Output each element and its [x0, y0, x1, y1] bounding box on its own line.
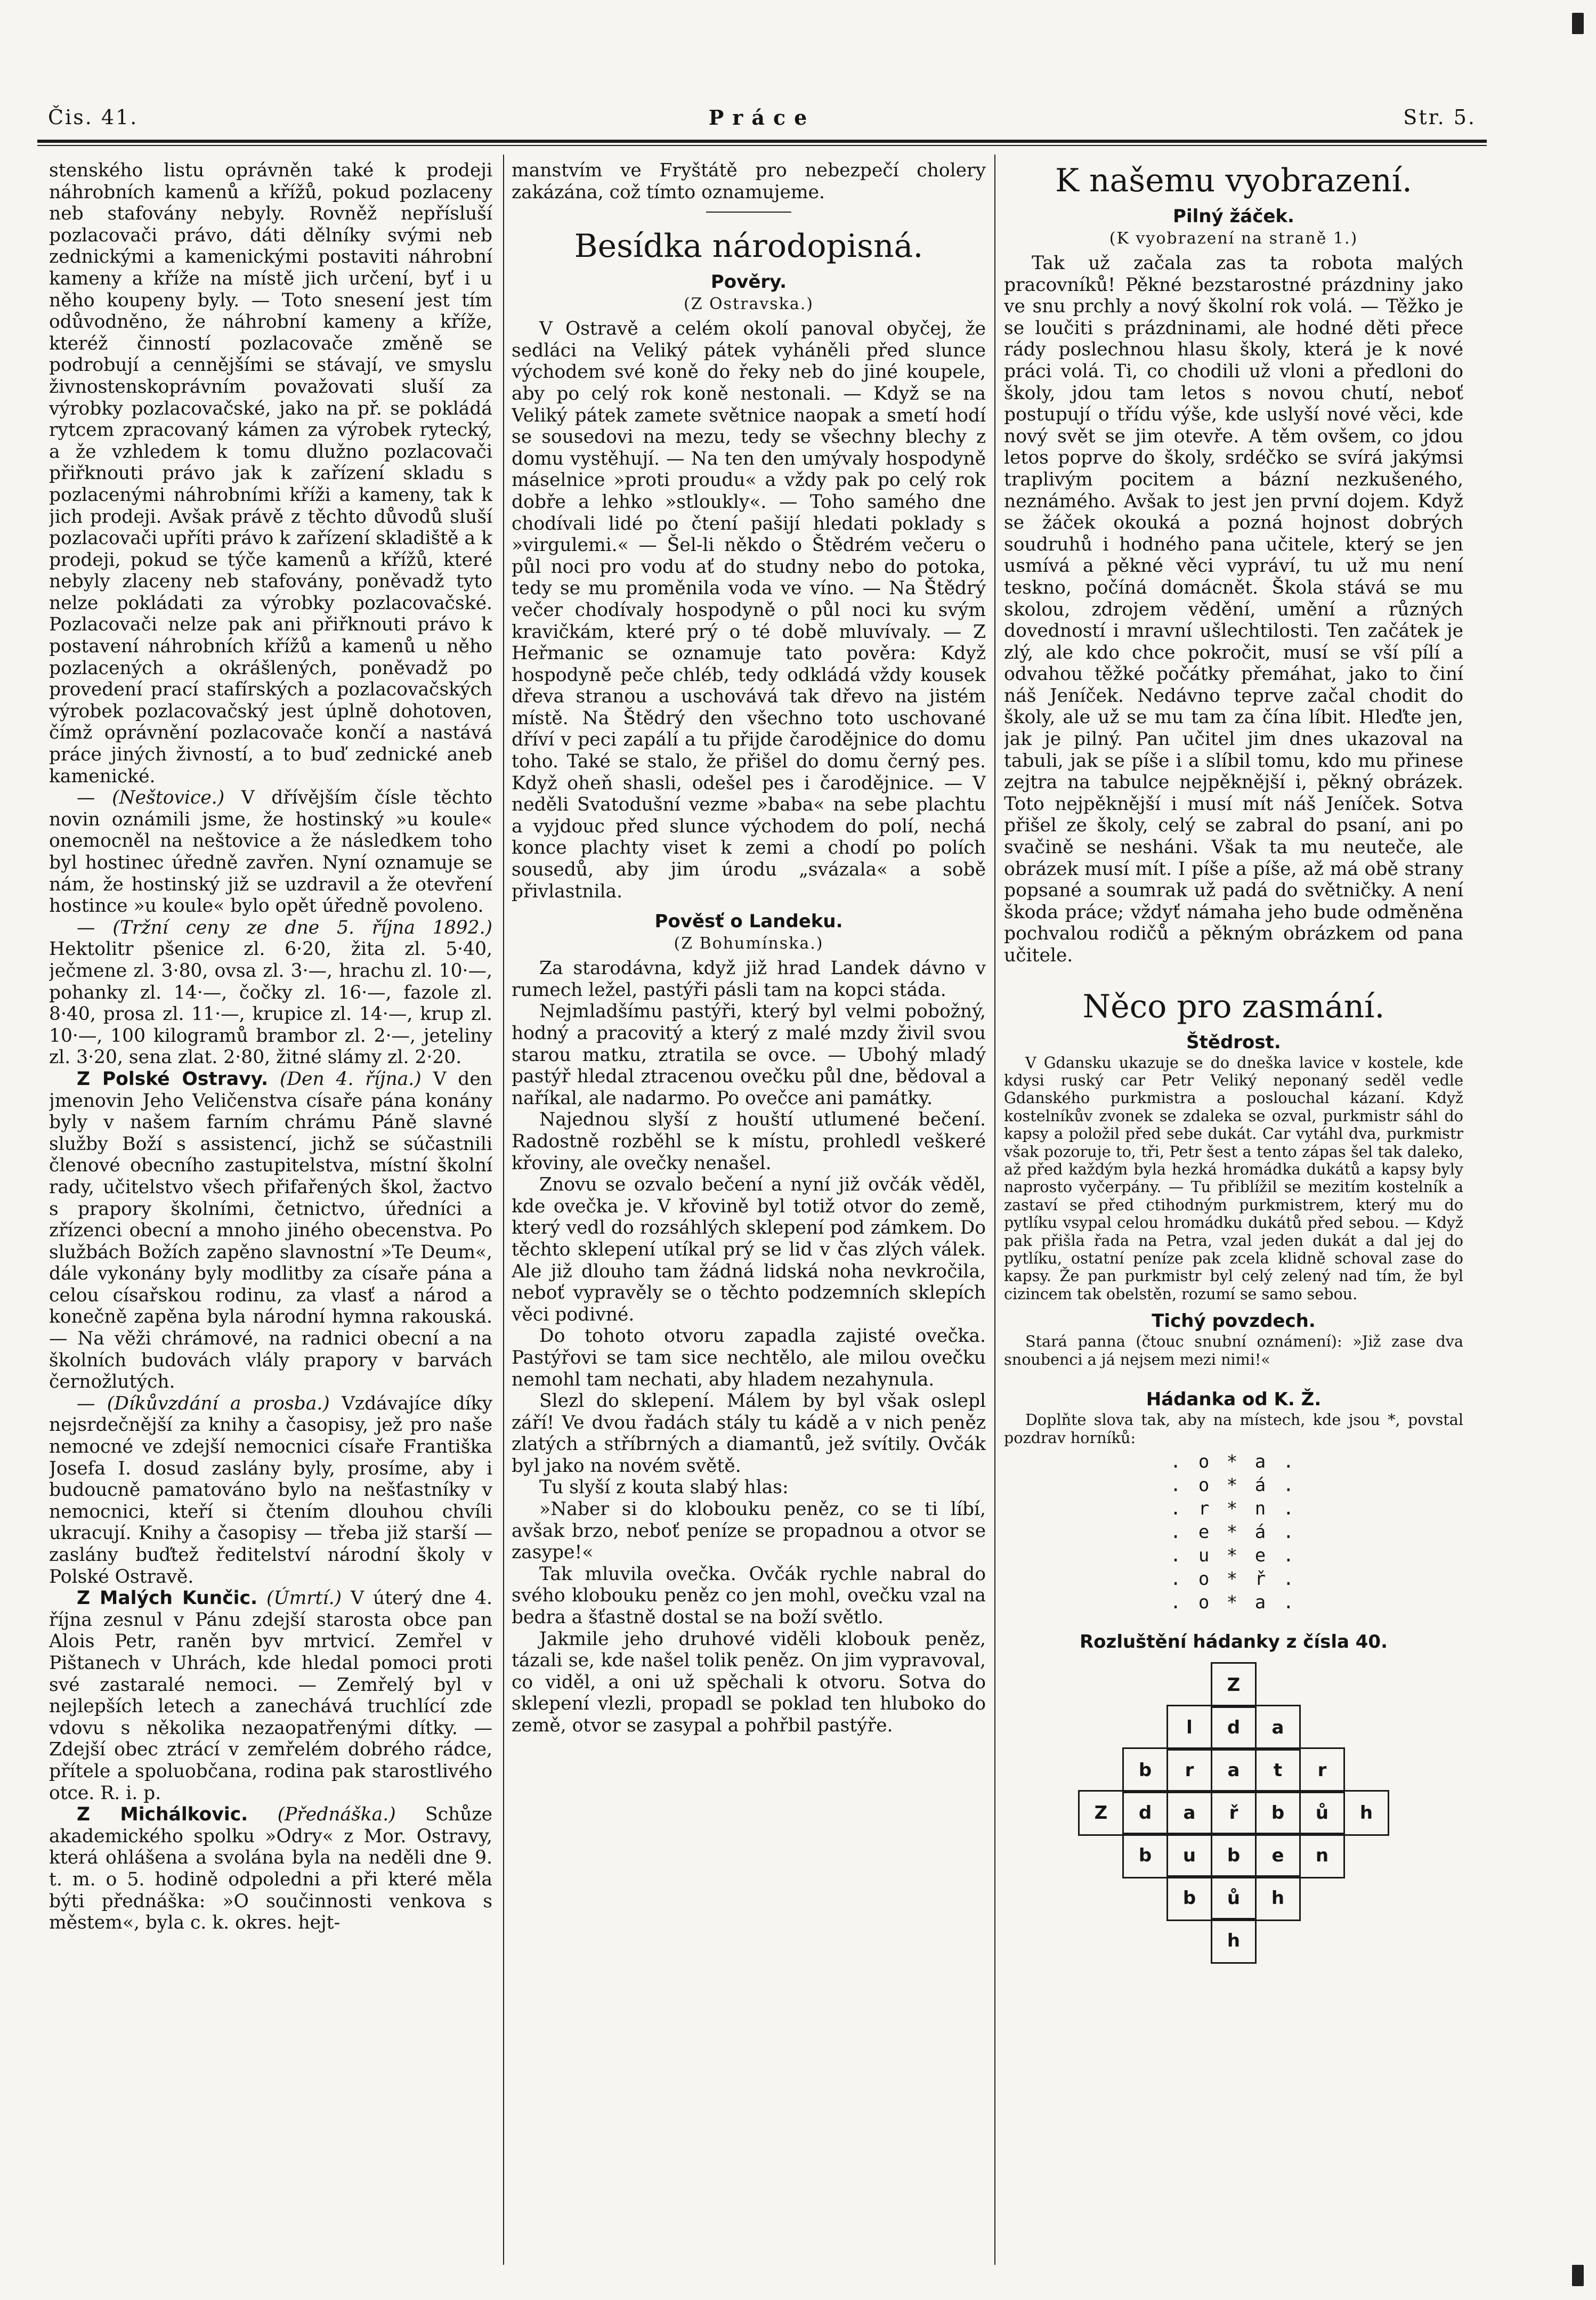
section-title: Besídka národopisná. [574, 228, 923, 265]
article-title: Tichý povzdech. [1152, 1310, 1316, 1332]
riddle-line: . o * ř . [1170, 1568, 1298, 1590]
anecdote [1004, 1333, 1463, 1368]
article-paragraph: Najednou slyší z houští utlumené bečení. Radostně rozběhl se k místu, prohledl veškeré křoviny, ale ovečky nenašel. [512, 1109, 986, 1174]
grid-cell: Z [1211, 1662, 1257, 1708]
news-item-polska-ostrava [49, 1068, 492, 1393]
news-text: Vzdávajíce díky nejsrdečnější za knihy a časopisy, jež pro naše nemocné ve zdejší nemocnici císaře Františka Josefa I. dosud zaslány byly, prosíme, aby i budoucně pamatováno bylo na nešťastníky v nemocnici, kteří si čtením dlouhou chvíli ukracují. Knihy a časopisy — třeba již starší — zaslány buďtež ředitelství národní školy v Polské Ostravě. [49, 1392, 492, 1588]
grid-cell: n [1299, 1833, 1345, 1878]
column-right [1004, 160, 1463, 2286]
grid-cell: b [1211, 1833, 1257, 1878]
page-header [48, 106, 1476, 135]
article-paragraph: Tak mluvila ovečka. Ovčák rychle nabral do svého klobouku peněz co jen mohl, ovečku vzal na bedra a šťastně dostal se na boží světlo. [512, 1563, 986, 1629]
riddle-line: . o * a . [1170, 1591, 1298, 1613]
grid-cell: r [1166, 1747, 1212, 1793]
article-title: Pověsť o Landeku. [654, 911, 843, 933]
riddle-line: . o * a . [1170, 1451, 1298, 1472]
riddle-instructions [1004, 1411, 1463, 1447]
news-item-michalkovice [49, 1804, 492, 1934]
article-paragraph: V Gdansku ukazuje se do dneška lavice v kostele, kde kdysi ruský car Petr Veliký neponaný seděl vedle Gdanského purkmistra a poslouchal kázaní. Když kostelníkův zvonek se zdaleka se ozval, purkmistr sáhl do kapsy a položil před sebe dukát. Car vytáhl dva, purkmistr však pozoruje to, tři, Petr šest a tento zápas šel tak daleko, až před každým byla hezká hromádka dukátů a kapsy byly naprosto vyčerpány. — Tu přiblížil se mezitím kostelník a zastaví se před ctihodným purkmistrem, který mu do pytlíku vsypal celou hromádku dukátů před sebou. — Když pak přišla řada na Petra, vzal jeden dukát a dal jej do pytlíku, ostatní peníze pak zcela klidně schoval zase do kapsy. Že pan purkmistr byl celý zelený nad tím, že byl cizincem tak obelstěn, rozumí se samo sebou. [1004, 1053, 1463, 1303]
grid-cell: h [1343, 1790, 1389, 1836]
grid-cell: b [1255, 1790, 1301, 1836]
article-paragraph: Nejmladšímu pastýři, který byl velmi pobožný, hodný a pracovitý a který z malé mzdy živil svou starou matku, ztratila se ovce. — Ubohý mladý pastýř hledal ztracenou ovečku půl dne, bědoval a naříkal, ale nadarmo. Po ovečce ani památky. [512, 1001, 986, 1109]
solution-grid [1095, 1662, 1372, 1961]
news-item-male-kuncice [49, 1588, 492, 1804]
article-title: Štědrost. [1186, 1031, 1281, 1053]
news-label: (Tržní ceny ze dne 5. října 1892.) [112, 917, 492, 938]
article-source: (Z Bohumínska.) [674, 934, 824, 953]
page-number: Str. 5. [1403, 106, 1476, 129]
scan-mark [1572, 2265, 1584, 2286]
news-heading: Z Malých Kunčic. [77, 1588, 258, 1609]
riddle-line: . o * á . [1170, 1474, 1298, 1496]
solution-title: Rozluštění hádanky z čísla 40. [1079, 1631, 1388, 1653]
column-separator-1 [503, 155, 504, 2265]
news-text: Schůze akademického spolku »Odry« z Mor. Ostravy, která ohlášena a svolána byla na neděli dne 9. t. m. o 5. hodině odpoledni a při které měla býti přednáška: »O součinnosti venkova s městem«, byla c. k. okres. hejt- [49, 1804, 492, 1934]
riddle-line: . r * n . [1170, 1497, 1298, 1519]
grid-cell: a [1211, 1747, 1257, 1793]
article-paragraph: Za starodávna, když již hrad Landek dávno v rumech ležel, pastýři pásli tam na kopci stáda. [512, 958, 986, 1001]
article-paragraph: V Ostravě a celém okolí panoval obyčej, že sedláci na Veliký pátek vyháněli před slunce východem své koně do řeky neb do jiné koupele, aby po celý rok koně nestonali. — Když se na Veliký pátek zamete světnice naopak a smetí hodí se sousedovi na mezu, tedy se všechny blechy z domu vystěhují. — Na ten den umývaly hospodyně máselnice »proti proudu« a vždy pak po celý rok dobře a lehko »stloukly«. — Toho samého dne chodívali lidé po čtení pašijí hledati poklady s »virgulemi.« — Šel-li někdo o Štědrém večeru o půl noci pro vodu ať do studny nebo do potoka, tedy se mu proměnila voda ve víno. — Na Štědrý večer chodívaly hospodyně o půl noci ku svým kravičkám, které prý o té době mluvívaly. — Z Heřmanic se oznamuje tato pověra: Když hospodyně peče chléb, tedy odkládá vždy kousek dřeva stranou a uschovává tak dřevo na jistém místě. Na Štědrý den všechno toto uschované dříví v peci zapálí a tu přijde čarodějnice do domu toho. Také se stalo, že přišel do domu černý pes. Když oheň shasli, odešel pes i čarodějnice. — V neděli Svatodušní vezme »baba« na sebe plachtu a vyjdouc před slunce východem do polí, nechá konce plachty viset k zemi a chodí po polích sousedů, aby jim úrodu „svázala« a sobě přivlastnila. [512, 318, 986, 902]
article-title: Pověry. [710, 271, 787, 293]
section-title: Něco pro zasmání. [1082, 987, 1385, 1025]
article-paragraph: Tu slyší z kouta slabý hlas: [539, 1477, 789, 1499]
grid-cell: e [1255, 1833, 1301, 1878]
header-rule-thin [37, 145, 1487, 146]
issue-number: Čis. 41. [48, 106, 139, 129]
grid-cell: b [1122, 1747, 1168, 1793]
grid-cell: h [1255, 1875, 1301, 1921]
grid-cell: Z [1078, 1790, 1124, 1836]
column-middle [512, 160, 986, 2286]
section-divider [706, 212, 791, 213]
riddle-title: Hádanka od K. Ž. [1146, 1389, 1322, 1411]
article-continuation: stenského listu oprávněn také k prodeji náhrobních kamenů a křížů, pokud pozlaceny neb stafovány nebyly. Rovněž nepřísluší pozlacovači právo, dáti dělníky svými neb zednickými a kamenickými postaviti náhrobní kameny a kříže na místě jich určení, byť i u něho koupeny byly. — Toto snesení jest tím odůvodněno, že náhrobní kameny a kříže, kteréž činností pozlacovače změně se podrobují a cennějšími se stávají, ve smyslu živnostenskoprávním považovati sluší za výrobky pozlacovačské, jako na př. se pokládá rytcem zpracovaný kámen za výrobek rytecký, a že vzhledem k tomu dlužno pozlacovači přiřknouti právo jak k zařízení skladu s pozlacenými náhrobními kříži a kameny, tak k jich prodeji. Avšak právě z těchto důvodů sluší pozlacovači upříti právo k zařízení skladiště a k prodeji, pokud se týče kamenů a křížů, které nebyly zlaceny neb stafovány, poněvadž tyto nelze pokládati za výrobky pozlacovačské. Pozlacovači nelze pak ani přiřknouti právo k postavení náhrobních křížů a kamenů u něho pozlacených a okrášlených, poněvadž po provedení prací stafírských a pozlacovačských výrobek pozlacovačský jest úplně dohotoven, čímž oprávnění pozlacovače končí a nastává práce jiných živností, a to buď zednické aneb kamenické. [49, 160, 492, 787]
scan-mark [1572, 13, 1584, 34]
news-heading: Z Polské Ostravy. [77, 1068, 269, 1090]
news-label: (Díkůvzdání a prosba.) [107, 1392, 330, 1414]
grid-cell: d [1122, 1790, 1168, 1836]
article-paragraph: Doplňte slova tak, aby na místech, kde jsou *, povstal pozdrav horníků: [1004, 1411, 1463, 1447]
grid-cell: ů [1211, 1875, 1257, 1921]
riddle-line: . e * á . [1170, 1521, 1298, 1543]
article-paragraph: Tak už začala zas ta robota malých pracovníků! Pěkné bezstarostné prázdniny jako ve snu prchly a nový školní rok volá. — Těžko je se loučiti s prázdninami, ale hodné děti přece rády poslechnou hlasu školy, která je k nové práci volá. Ti, co chodili už vloni a předloni do školy, jdou tam letos s novou chutí, neboť postupují o třídu výše, kde uslyší nové věci, kde nový svět se jim otevře. A těm ovšem, co jdou letos poprve do školy, srdéčko se svírá jakýmsi traplivým pocitem a bázní nezkušeného, neznámého. Avšak to jest jen první dojem. Když se žáček okouká a pozná hojnost dobrých soudruhů i hodného pana učitele, který se jen usmívá a pěkné věci vypráví, tu už mu není teskno, počíná domácnět. Škola stává se mu skolou, zdrojem vědění, umění a různých dovedností i mravní ušlechtilosti. Ten začátek je zlý, ale kdo chce pokročit, musí se vší pílí a odvahou těžké počátky přemáhat, jako to činí náš Jeníček. Nedávno teprve začal chodit do školy, ale už se mu tam za čína líbit. Hleďte jen, jak je pilný. Pan učitel jim dnes ukazoval na tabuli, jak se píše i a slíbil tomu, kdo mu přinese zejtra na tabulce nejpěknější i, pěkný obrázek. Toto nejpěknější i musí mít náš Jeníček. Sotva přišel ze školy, celý se zabral do psaní, ani po svačině se nesháni. Však ta mu neuteče, ale obrázek musí mít. I píše a píše, až má obě strany popsané a soumrak už padá do světničky. A není škoda práce; vždyť námaha jeho bude odměněna pochvalou rodičů a pěkným obrázkem od pana učitele. [1004, 253, 1463, 966]
grid-cell: a [1166, 1790, 1212, 1836]
header-rule [37, 140, 1487, 143]
article-paragraph: Stará panna (čtouc snubní oznámení): »Již zase dva snoubenci a já nejsem mezi nimi!« [1004, 1332, 1463, 1368]
grid-cell: l [1166, 1705, 1212, 1751]
article-paragraph: »Naber si do klobouku peněz, co se ti líbí, avšak brzo, neboť peníze se propadnou a otvor se zasype!« [512, 1499, 986, 1564]
news-label: (Den 4. října.) [279, 1068, 422, 1090]
news-heading: Z Michálkovic. [77, 1804, 248, 1826]
grid-cell: ů [1299, 1790, 1345, 1836]
article-source: (Z Ostravska.) [683, 295, 814, 314]
article-title: Pilný žáček. [1173, 206, 1294, 227]
news-item-nestovice: — (Neštovice.) V dřívějším čísle těchto novin oznámili jsme, že hostinský »u koule« onemocněl na neštovice a že následkem toho byl hostinec úředně zavřen. Nyní oznamuje se nám, že hostinský již se uzdravil a že otevření hostince »u koule« bylo opět úředně povoleno. [49, 787, 492, 917]
news-text: Hektolitr pšenice zl. 6·20, žita zl. 5·40, ječmene zl. 3·80, ovsa zl. 3·—, hrachu zl. 10·—, pohanky zl. 14·—, čočky zl. 16·—, fazole zl. 8·40, prosa zl. 11·—, krupice zl. 14·—, krup zl. 10·—, 100 kilogramů brambor zl. 2·—, jeteliny zl. 3·20, sena zlat. 2·80, žitné slámy zl. 2·20. [49, 938, 492, 1068]
grid-cell: d [1211, 1705, 1257, 1751]
grid-cell: u [1166, 1833, 1212, 1878]
article-continuation: manstvím ve Fryštátě pro nebezpečí cholery zakázána, což tímto oznamujeme. [512, 160, 986, 203]
article-paragraph: Jakmile jeho druhové viděli klobouk peněz, tázali se, kde našel tolik peněz. On jim vypravoval, co viděl, a oni už spěchali k otvoru. Sotva do sklepení vlezli, propadl se poklad ten hluboko do země, otvor se zasypal a pohřbil pastýře. [512, 1628, 986, 1736]
news-label: (Úmrtí.) [266, 1588, 342, 1609]
grid-cell: ř [1211, 1790, 1257, 1836]
grid-cell: r [1299, 1747, 1345, 1793]
newspaper-title: Práce [708, 106, 816, 129]
grid-cell: a [1255, 1705, 1301, 1751]
grid-cell: t [1255, 1747, 1301, 1793]
article-paragraph: Slezl do sklepení. Málem by byl však oslepl září! Ve dvou řadách stály tu kádě a v nich peněz zlatých a stříbrných a diamantů, jež svítily. Ovčák byl jako na novém světě. [512, 1390, 986, 1477]
news-text: V úterý dne 4. října zesnul v Pánu zdejší starosta obce pan Alois Petr, raněn byv mrtvicí. Zemřel v Pištanech v Uhrách, kde hledal pomoci proti své zastaralé nemoci. — Zemřelý byl v nejlepších letech a zanechává truchlící zde vdovu s několika nezaopatřenými dítky. — Zdejší obec ztrácí v zemřelém dobrého rádce, přítele a spoluobčana, rodina pak starostlivého otce. R. i. p. [49, 1588, 492, 1804]
column-left [49, 160, 492, 2286]
grid-cell: b [1166, 1875, 1212, 1921]
article-paragraph: Znovu se ozvalo bečení a nyní již ovčák věděl, kde ovečka je. V křovině byl totiž otvor do země, který vedl do rozsáhlých sklepení pod zámkem. Do těchto sklepení utíkal prý se lid v čas zlých válek. Ale již dlouho tam žádná lidská noha nevkročila, neboť vypravěly se o těchto podzemních sklepích věci podivné. [512, 1174, 986, 1325]
riddle-line: . u * e . [1170, 1544, 1298, 1566]
news-text: V dřívějším čísle těchto novin oznámili jsme, že hostinský »u koule« onemocněl na neštovice a že následkem toho byl hostinec úředně zavřen. Nyní oznamuje se nám, že hostinský již se uzdravil a že otevření hostince »u koule« bylo opět úředně povoleno. [49, 787, 492, 917]
news-item-market-prices: — (Tržní ceny ze dne 5. října 1892.) Hektolitr pšenice zl. 6·20, žita zl. 5·40, ječmene zl. 3·80, ovsa zl. 3·—, hrachu zl. 10·—, pohanky zl. 14·—, čočky zl. 16·—, fazole zl. 8·40, prosa zl. 11·—, krupice zl. 14·—, krup zl. 10·—, 100 kilogramů brambor zl. 2·—, jeteliny zl. 3·20, sena zlat. 2·80, žitné slámy zl. 2·20. [49, 917, 492, 1068]
grid-cell: b [1122, 1833, 1168, 1878]
section-title: K našemu vyobrazení. [1055, 162, 1413, 199]
news-item-thanks: — (Díkůvzdání a prosba.) Vzdávajíce díky nejsrdečnější za knihy a časopisy, jež pro naše nemocné ve zdejší nemocnici císaře Františka Josefa I. dosud zaslány byly, prosíme, aby i budoucně pamatováno bylo na nešťastníky v nemocnici, kteří si čtením dlouhou chvíli ukracují. Knihy a časopisy — třeba již starší — zaslány buďtež ředitelství národní školy v Polské Ostravě. [49, 1392, 492, 1588]
news-text: V den jmenovin Jeho Veličenstva císaře pána konány byly v našem farním chrámu Páně slavné služby Boží s assistencí, jichž se súčastnili členové obecního zastupitelstva, místní školní rady, učitelstvo všech přifařených škol, žactvo s prapory školními, četnictvo, úředníci a zřízenci obecní a mnoho jiného obecenstva. Po službách Božích zapěno slavnostní »Te Deum«, dále vykonány byly modlitby za císaře pána a celou císařskou rodinu, za vlasť a národ a konečně zapěna byla národní hymna rakouská. — Na věži chrámové, na radnici obecní a na školních budovách vlály prapory v barvách černožlutých. [49, 1068, 492, 1393]
column-separator-2 [994, 155, 995, 2265]
article-source: (K vyobrazení na straně 1.) [1109, 229, 1358, 248]
article-paragraph: Do tohoto otvoru zapadla zajisté ovečka. Pastýřovi se tam sice nechtělo, ale milou ovečku nemohl tam nechati, aby hladem nezahynula. [512, 1325, 986, 1390]
anecdote [1004, 1054, 1463, 1303]
grid-cell: h [1211, 1918, 1257, 1964]
news-label: (Neštovice.) [112, 787, 225, 809]
riddle-lines [1004, 1450, 1463, 1614]
news-label: (Přednáška.) [277, 1804, 396, 1826]
